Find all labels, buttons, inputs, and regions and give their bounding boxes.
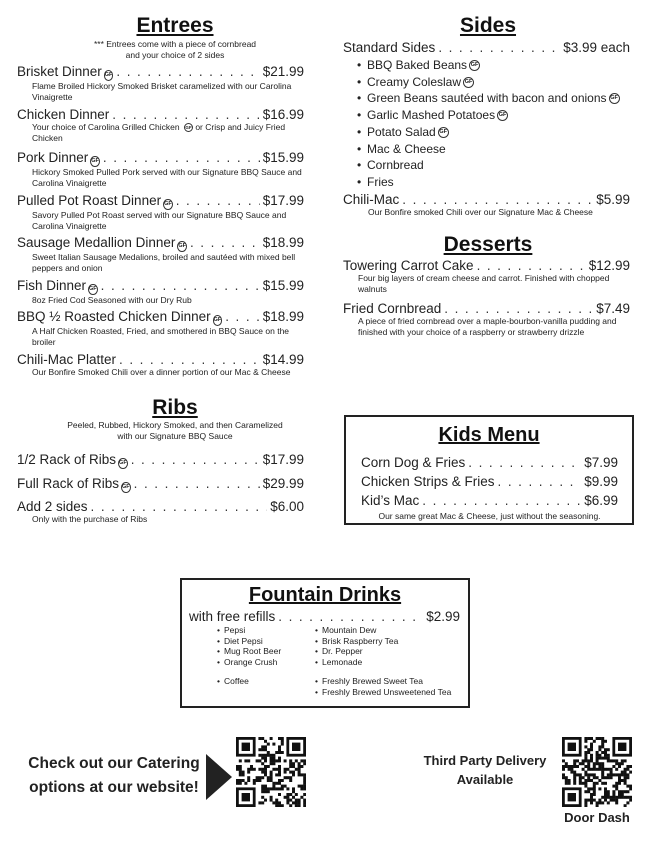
list-item: • Freshly Brewed Sweet Tea xyxy=(315,676,451,687)
drinks-title: Fountain Drinks xyxy=(248,584,402,606)
doordash-label: Door Dash xyxy=(564,810,630,825)
entrees-title: Entrees xyxy=(136,14,214,37)
menu-item-kids-mac: Kid’s Mac . . . $6.99 xyxy=(361,493,618,509)
gluten-free-icon: GF xyxy=(438,127,449,138)
desserts-list xyxy=(343,258,630,337)
qr-code-icon xyxy=(236,737,306,807)
menu-item-carrot-cake: Towering Carrot Cake . . . $12.99 Four big layers of cream cheese and carrot. Finished with chopped walnuts xyxy=(343,258,630,301)
gluten-free-icon: GF xyxy=(104,70,114,81)
list-item: • Cornbread xyxy=(357,157,630,174)
list-item: • Orange Crush xyxy=(217,657,315,668)
entrees-note: *** Entrees come with a piece of cornbread and your choice of 2 sides xyxy=(93,39,257,60)
menu-item-corn-dog: Corn Dog & Fries . . . $7.99 xyxy=(361,455,618,474)
doordash-qr-code[interactable] xyxy=(562,737,632,807)
catering-qr-code[interactable] xyxy=(236,737,306,807)
list-item: • Freshly Brewed Unsweetened Tea xyxy=(315,687,451,698)
gluten-free-icon: GF xyxy=(213,315,223,326)
list-item: • Fries xyxy=(357,174,630,191)
arrow-right-icon xyxy=(206,754,232,800)
list-item: • Garlic Mashed Potatoes GF xyxy=(357,107,630,124)
list-item: • BBQ Baked Beans GF xyxy=(357,57,630,74)
menu-item-half-rack: 1/2 Rack of Ribs GF . . . $17.99 xyxy=(17,452,304,476)
gluten-free-icon: GF xyxy=(177,241,187,252)
sides-list xyxy=(357,57,630,191)
list-item: • Mountain Dew xyxy=(315,625,451,636)
menu-item-add-sides: Add 2 sides . . . $6.00 Only with the purchase of Ribs xyxy=(17,499,304,525)
kids-menu-list: Corn Dog & Fries . . . $7.99 Chicken Strips & Fries . . . $9.99 Kid’s Mac . . . $6.99 Our same great Mac & Cheese, just without the seasoning. xyxy=(361,455,618,522)
drinks-column-1 xyxy=(217,625,315,697)
list-item: • Mac & Cheese xyxy=(357,141,630,158)
gluten-free-icon: GF xyxy=(163,199,173,210)
list-item: • Creamy Coleslaw GF xyxy=(357,74,630,91)
menu-item-chili-mac-platter: Chili-Mac Platter . . . $14.99 Our Bonfire Smoked Chili over a dinner portion of our Mac & Cheese xyxy=(17,352,304,378)
drinks-columns xyxy=(182,625,468,697)
list-item: • Brisk Raspberry Tea xyxy=(315,636,451,647)
delivery-text: Third Party Delivery Available xyxy=(423,753,547,787)
gluten-free-icon: GF xyxy=(118,458,128,469)
gluten-free-icon: GF xyxy=(121,482,131,493)
drinks-box xyxy=(180,578,470,708)
chili-mac-row: Chili-Mac . . . $5.99 xyxy=(343,192,630,207)
list-item: • Lemonade xyxy=(315,657,451,668)
list-item: • Dr. Pepper xyxy=(315,646,451,657)
menu-item-chicken: Chicken Dinner . . . $16.99 Your choice of Carolina Grilled Chicken GF or Crisp and Juicy Fried Chicken xyxy=(17,107,304,150)
gluten-free-icon: GF xyxy=(88,284,98,295)
gluten-free-icon: GF xyxy=(469,60,480,71)
menu-item-pot-roast: Pulled Pot Roast Dinner GF . . . $17.99 Savory Pulled Pot Roast served with our Signature BBQ Sauce and Carolina Vinaigrette xyxy=(17,193,304,235)
qr-code-icon xyxy=(562,737,632,807)
kids-menu-title: Kids Menu xyxy=(438,424,540,446)
catering-text: Check out our Catering options at our website! xyxy=(28,755,200,796)
list-item: • Diet Pepsi xyxy=(217,636,315,647)
gluten-free-icon: GF xyxy=(90,156,100,167)
menu-item-sausage: Sausage Medallion Dinner GF . . . $18.99 Sweet Italian Sausage Medalions, broiled and sautéed with mixed bell peppers and onion xyxy=(17,235,304,278)
menu-item-brisket: Brisket Dinner GF . . . $21.99 Flame Broiled Hickory Smoked Brisket caramelized with our Carolina Vinaigrette xyxy=(17,64,304,107)
kids-menu-box xyxy=(344,415,634,525)
list-item: • Pepsi xyxy=(217,625,315,636)
gluten-free-icon: GF xyxy=(463,77,474,88)
ribs-note: Peeled, Rubbed, Hickory Smoked, and then Caramelized with our Signature BBQ Sauce xyxy=(67,420,283,441)
gluten-free-icon: GF xyxy=(185,125,192,130)
gluten-free-icon: GF xyxy=(497,110,508,121)
sides-section: Standard Sides . . . $3.99 each • BBQ Baked Beans GF • Creamy Coleslaw GF • Green Beans sautéed with bacon and onions GF • Garlic Mashed Potatoes GF • Potato Salad GF • Mac & Cheese • Cornbread • Fries Chili-Mac . . . $5.99 Our Bonfire smoked Chili over our Signature Mac & Cheese xyxy=(343,40,630,217)
menu-item-fried-cornbread: Fried Cornbread . . . $7.49 A piece of fried cornbread over a maple-bourbon-vanilla pudding and finished with your choice of a raspberry or strawberry drizzle xyxy=(343,301,630,337)
list-item: • Potato Salad GF xyxy=(357,124,630,141)
menu-item-fish: Fish Dinner GF . . . $15.99 8oz Fried Cod Seasoned with our Dry Rub xyxy=(17,278,304,309)
menu-item-half-chicken: BBQ ½ Roasted Chicken Dinner GF . . . $18.99 A Half Chicken Roasted, Fried, and smothered in BBQ Sauce on the broiler xyxy=(17,309,304,352)
ribs-title: Ribs xyxy=(152,396,198,419)
desserts-title: Desserts xyxy=(443,233,533,256)
ribs-list xyxy=(17,452,304,525)
menu-item-full-rack: Full Rack of Ribs GF . . . $29.99 xyxy=(17,476,304,499)
standard-sides-row: Standard Sides . . . $3.99 each xyxy=(343,40,630,55)
sides-title: Sides xyxy=(459,14,517,37)
menu-item-chicken-strips: Chicken Strips & Fries . . . $9.99 xyxy=(361,474,618,493)
drinks-column-2 xyxy=(315,625,451,697)
refills-row: with free refills . . . $2.99 xyxy=(189,609,460,624)
menu-item-pork: Pork Dinner GF . . . $15.99 Hickory Smoked Pulled Pork served with our Signature BBQ Sauce and Carolina Vinaigrette xyxy=(17,150,304,193)
entrees-list xyxy=(17,64,304,378)
list-item: • Coffee xyxy=(217,676,315,687)
gluten-free-icon: GF xyxy=(609,93,620,104)
list-item: • Green Beans sautéed with bacon and onions GF xyxy=(357,90,630,107)
list-item: • Mug Root Beer xyxy=(217,646,315,657)
